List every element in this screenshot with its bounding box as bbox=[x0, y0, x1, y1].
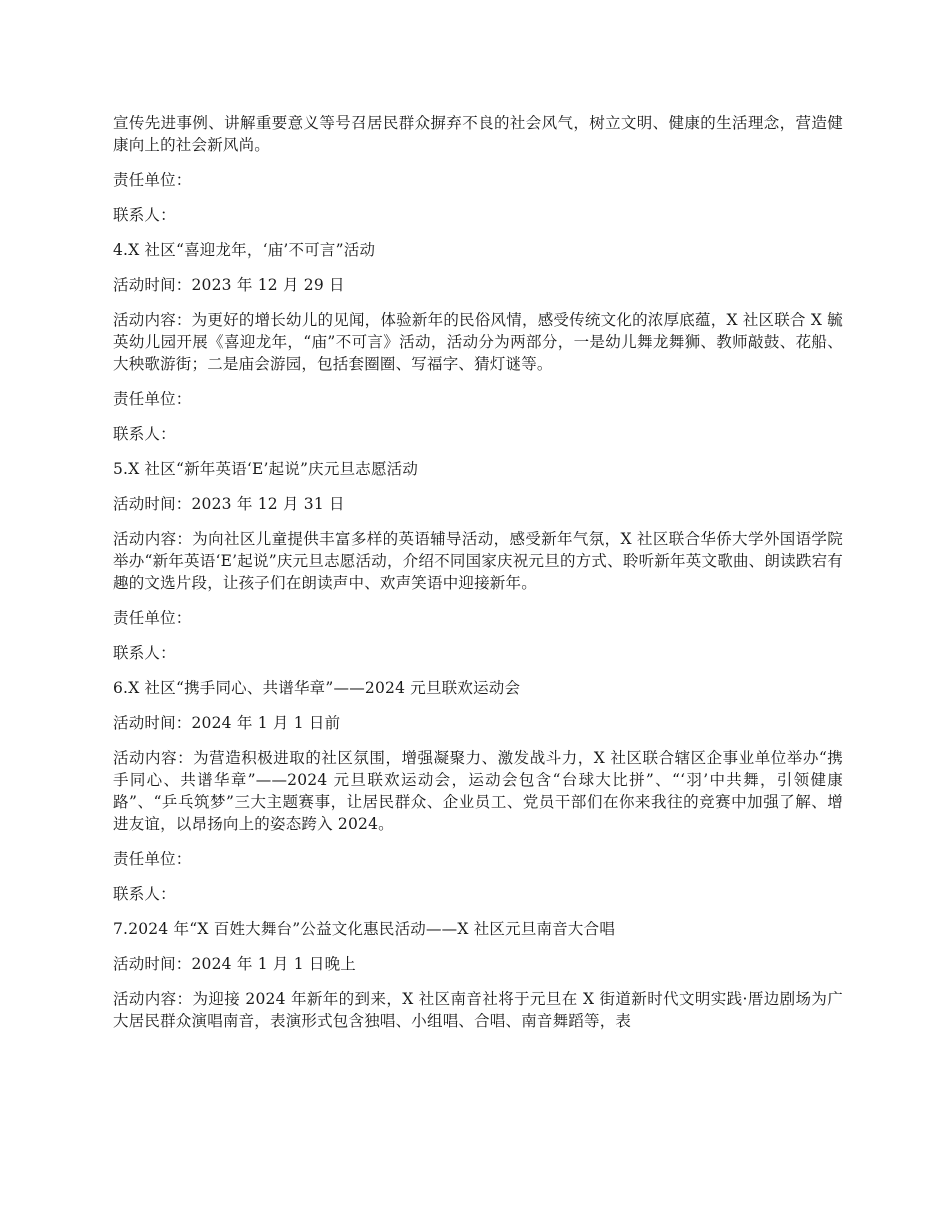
activity-title: 5.X 社区“新年英语‘E’起说”庆元旦志愿活动 bbox=[113, 460, 419, 478]
contact-person-line: 联系人： bbox=[113, 425, 176, 443]
activity-time: 活动时间：2024 年 1 月 1 日前 bbox=[113, 714, 341, 732]
activity-content: 活动内容：为营造积极进取的社区氛围，增强凝聚力、激发战斗力，X 社区联合辖区企事业单位举办“携手同心、共谱华章”——2024 元旦联欢运动会，运动会包含“台球大比拼”、“‘羽’中共舞，引领健康路”、“乒乓筑梦”三大主题赛事，让居民群众、企业员工、党员干部们在你来我往的竞赛中加强了解、增进友谊，以昂扬向上的姿态跨入 2024。 bbox=[113, 749, 843, 833]
document-page bbox=[113, 112, 843, 1045]
activity-time: 活动时间：2024 年 1 月 1 日晚上 bbox=[113, 955, 357, 973]
activity-content: 活动内容：为迎接 2024 年新年的到来，X 社区南音社将于元旦在 X 街道新时代文明实践·厝边剧场为广大居民群众演唱南音，表演形式包含独唱、小组唱、合唱、南音舞蹈等，表 bbox=[113, 990, 843, 1030]
activity-time: 活动时间：2023 年 12 月 29 日 bbox=[113, 276, 345, 294]
activity-title: 6.X 社区“携手同心、共谱华章”——2024 元旦联欢运动会 bbox=[113, 679, 521, 697]
responsible-unit-line: 责任单位： bbox=[113, 171, 192, 189]
contact-person-line: 联系人： bbox=[113, 644, 176, 662]
activity-content: 活动内容：为更好的增长幼儿的见闻，体验新年的民俗风情，感受传统文化的浓厚底蕴，X 社区联合 X 毓英幼儿园开展《喜迎龙年，“庙”不可言》活动，活动分为两部分，一是幼儿舞龙舞狮、教师敲鼓、花船、大秧歌游街；二是庙会游园，包括套圈圈、写福字、猜灯谜等。 bbox=[113, 311, 843, 373]
activity-content: 活动内容：为向社区儿童提供丰富多样的英语辅导活动，感受新年气氛，X 社区联合华侨大学外国语学院举办“新年英语‘E’起说”庆元旦志愿活动，介绍不同国家庆祝元旦的方式、聆听新年英文歌曲、朗读跌宕有趣的文选片段，让孩子们在朗读声中、欢声笑语中迎接新年。 bbox=[113, 530, 843, 592]
responsible-unit-line: 责任单位： bbox=[113, 609, 192, 627]
contact-person-line: 联系人： bbox=[113, 206, 176, 224]
responsible-unit-line: 责任单位： bbox=[113, 390, 192, 408]
responsible-unit-line: 责任单位： bbox=[113, 850, 192, 868]
contact-person-line: 联系人： bbox=[113, 885, 176, 903]
activity-title: 7.2024 年“X 百姓大舞台”公益文化惠民活动——X 社区元旦南音大合唱 bbox=[113, 920, 616, 938]
activity-title: 4.X 社区“喜迎龙年，‘庙’不可言”活动 bbox=[113, 241, 376, 259]
intro-paragraph: 宣传先进事例、讲解重要意义等号召居民群众摒弃不良的社会风气，树立文明、健康的生活理念，营造健康向上的社会新风尚。 bbox=[113, 114, 843, 154]
activity-time: 活动时间：2023 年 12 月 31 日 bbox=[113, 495, 345, 513]
